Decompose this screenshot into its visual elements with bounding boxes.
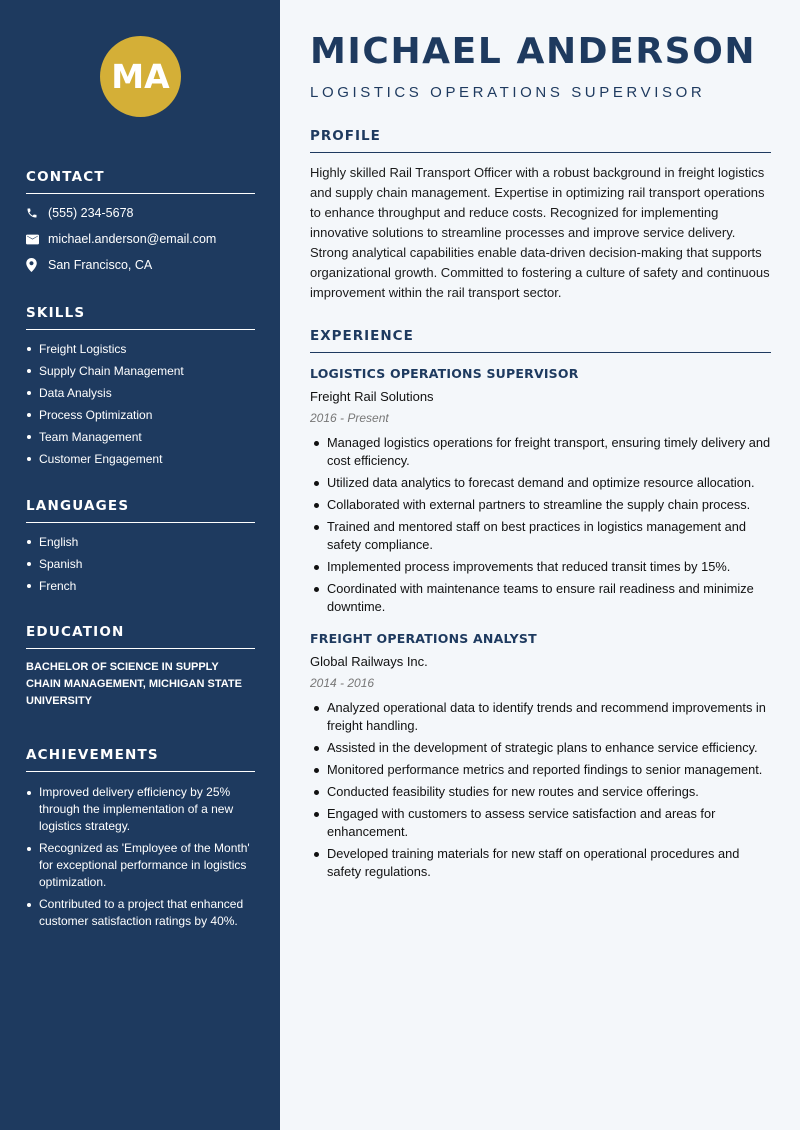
skills-section (26, 305, 255, 470)
education-degree: BACHELOR OF SCIENCE IN SUPPLY CHAIN MANAGEMENT, MICHIGAN STATE UNIVERSITY (26, 661, 242, 707)
education-heading: EDUCATION (26, 624, 255, 649)
job-entry (310, 366, 771, 616)
language-item: Spanish (26, 553, 255, 575)
job-company: Freight Rail Solutions (310, 389, 434, 404)
skill-item: Freight Logistics (26, 338, 255, 360)
job-bullet: Utilized data analytics to forecast demand and optimize resource allocation. (310, 474, 771, 492)
sidebar (0, 0, 280, 1130)
skill-item: Supply Chain Management (26, 360, 255, 382)
email-text: michael.anderson@email.com (48, 232, 217, 246)
contact-location (26, 252, 255, 278)
location-text: San Francisco, CA (48, 258, 153, 272)
email-icon (26, 234, 48, 245)
location-pin-icon (26, 258, 48, 272)
job-bullet: Coordinated with maintenance teams to ensure rail readiness and minimize downtime. (310, 580, 771, 616)
job-bullet: Developed training materials for new staff on operational procedures and safety regulations. (310, 845, 771, 881)
skill-item: Data Analysis (26, 382, 255, 404)
education-section (26, 624, 255, 710)
job-bullet: Analyzed operational data to identify trends and recommend improvements in freight handling. (310, 699, 771, 735)
job-bullet: Collaborated with external partners to streamline the supply chain process. (310, 496, 771, 514)
skill-item: Process Optimization (26, 404, 255, 426)
language-item: English (26, 531, 255, 553)
achievements-section (26, 747, 255, 935)
phone-icon (26, 207, 48, 219)
contact-phone (26, 200, 255, 226)
candidate-name: MICHAEL ANDERSON (310, 31, 757, 72)
languages-heading: LANGUAGES (26, 498, 255, 523)
profile-heading: PROFILE (310, 128, 771, 153)
achievement-item: Recognized as 'Employee of the Month' for exceptional performance in logistics optimization. (26, 840, 255, 891)
candidate-title: LOGISTICS OPERATIONS SUPERVISOR (310, 84, 706, 101)
job-dates: 2016 - Present (310, 411, 389, 425)
job-company: Global Railways Inc. (310, 654, 428, 669)
phone-text: (555) 234-5678 (48, 206, 134, 220)
avatar: MA (100, 36, 181, 117)
job-bullet: Monitored performance metrics and reported findings to senior management. (310, 761, 771, 779)
skills-heading: SKILLS (26, 305, 255, 330)
experience-heading: EXPERIENCE (310, 328, 771, 353)
job-bullet: Trained and mentored staff on best practices in logistics management and safety compliance. (310, 518, 771, 554)
job-bullet: Implemented process improvements that reduced transit times by 15%. (310, 558, 771, 576)
job-title: LOGISTICS OPERATIONS SUPERVISOR (310, 366, 579, 381)
skill-item: Customer Engagement (26, 448, 255, 470)
languages-section (26, 498, 255, 597)
experience-section (310, 328, 771, 885)
contact-section (26, 169, 255, 278)
job-entry (310, 631, 771, 881)
profile-text: Highly skilled Rail Transport Officer with a robust background in freight logistics and supply chain management. Expertise in optimizing rail transport operations to enhance throughput and reduce costs. Recognized for implementing innovative solutions to streamline processes and improve service delivery. Strong analytical capabilities enable data-driven decision-making that supports organizational growth. Committed to fostering a culture of safety and continuous improvement within the rail transport sector. (310, 165, 770, 300)
job-dates: 2014 - 2016 (310, 676, 375, 690)
contact-heading: CONTACT (26, 169, 255, 194)
job-title: FREIGHT OPERATIONS ANALYST (310, 631, 537, 646)
achievement-item: Improved delivery efficiency by 25% through the implementation of a new logistics strategy. (26, 784, 255, 835)
job-bullet: Engaged with customers to assess service satisfaction and areas for enhancement. (310, 805, 771, 841)
job-bullet: Assisted in the development of strategic plans to enhance service efficiency. (310, 739, 771, 757)
skill-item: Team Management (26, 426, 255, 448)
contact-email (26, 226, 255, 252)
language-item: French (26, 575, 255, 597)
achievements-heading: ACHIEVEMENTS (26, 747, 255, 772)
job-bullet: Conducted feasibility studies for new routes and service offerings. (310, 783, 771, 801)
job-bullet: Managed logistics operations for freight transport, ensuring timely delivery and cost efficiency. (310, 434, 771, 470)
profile-section (310, 128, 771, 303)
achievement-item: Contributed to a project that enhanced customer satisfaction ratings by 40%. (26, 896, 255, 930)
